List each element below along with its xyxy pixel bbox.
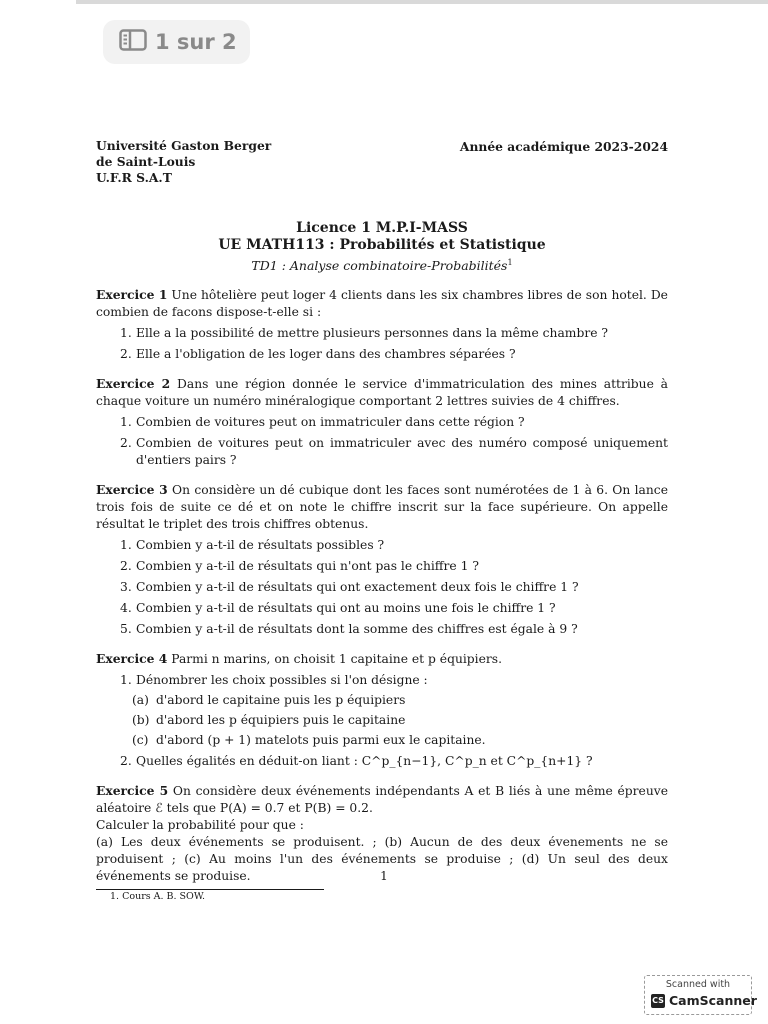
exercise-text: Dans une région donnée le service d'immatriculation des mines attribue à chaque voiture un numéro minéralogique comportant 2 lettres suivies de 4 chiffres. [96,377,668,409]
watermark-brand [651,993,757,1008]
footnote: 1. Cours A. B. SOW. [110,891,205,903]
institution-line: Université Gaston Berger [96,138,272,153]
exercise-label: Exercice 1 [96,287,168,303]
question: 1. Elle a la possibilité de mettre plusieurs personnes dans la même chambre ? [120,326,608,341]
book-icon [119,29,147,55]
page-indicator-label: 1 sur 2 [155,30,237,54]
course-level: Licence 1 M.P.I-MASS [296,220,468,236]
question: 3. Combien y a-t-il de résultats qui ont exactement deux fois le chiffre 1 ? [120,580,579,595]
course-unit: UE MATH113 : Probabilités et Statistique [218,237,546,253]
exercise-3 [96,481,668,638]
exercise-label: Exercice 4 [96,651,168,667]
exercise-text: On considère un dé cubique dont les faces sont numérotées de 1 à 6. On lance trois fois de suite ce dé et on note le chiffre inscrit sur la face supérieure. On appelle résultat le triplet des trois chiffres obtenus. [96,483,668,532]
footnote-marker: 1 [507,258,513,267]
camscanner-logo-icon: CS [651,994,665,1008]
institution-line: U.F.R S.A.T [96,170,172,185]
top-edge-bar [76,0,768,4]
exercise-text: Parmi n marins, on choisit 1 capitaine et p équipiers. [171,652,502,667]
exercise-text: On considère deux événements indépendants A et B liés à une même épreuve aléatoire ℰ tels que P(A) = 0.7 et P(B) = 0.2. [96,784,668,816]
institution-block [96,138,271,186]
question: 2. Combien y a-t-il de résultats qui n'ont pas le chiffre 1 ? [120,559,479,574]
sub-question: (a) d'abord le capitaine puis les p équipiers [132,693,406,708]
document-header [96,138,668,186]
question: 2. Combien de voitures peut on immatriculer avec des numéro composé uniquement d'entiers pairs ? [120,436,668,468]
td-subtitle: TD1 : Analyse combinatoire-Probabilités$^1$ [251,258,513,274]
exercise-label: Exercice 5 [96,783,169,799]
question: 5. Combien y a-t-il de résultats dont la somme des chiffres est égale à 9 ? [120,622,578,637]
exercise-line: (a) Les deux événements se produisent. ; (b) Aucun de des deux évenements ne se produisent ; (c) Au moins l'un des événements se produise ; (d) Un seul des deux événements se produise. [96,835,668,884]
exercise-text: Une hôtelière peut loger 4 clients dans les six chambres libres de son hotel. De combien de facons dispose-t-elle si : [96,288,668,320]
academic-year: Année académique 2023-2024 [459,139,668,154]
watermark-caption: Scanned with [665,979,731,990]
exercise-2 [96,375,668,469]
document-page [96,138,668,903]
question: 1. Dénombrer les choix possibles si l'on désigne : [120,673,428,688]
exercise-1 [96,286,668,363]
exercise-line: Calculer la probabilité pour que : [96,818,304,833]
question: 1. Combien de voitures peut on immatriculer dans cette région ? [120,415,525,430]
question: 1. Combien y a-t-il de résultats possibles ? [120,538,385,553]
page-indicator[interactable] [103,20,250,64]
watermark-brand-name: CamScanner [669,993,757,1008]
title-block [96,220,668,274]
camscanner-watermark [644,975,757,1015]
page-number: 1 [380,869,388,883]
question: 2. Elle a l'obligation de les loger dans des chambres séparées ? [120,347,516,362]
question: 4. Combien y a-t-il de résultats qui ont au moins une fois le chiffre 1 ? [120,601,556,616]
sub-question: (b) d'abord les p équipiers puis le capitaine [132,713,406,728]
question: 2. Quelles égalités en déduit-on liant : C^p_{n−1}, C^p_n et C^p_{n+1} ? [120,754,593,769]
exercise-4 [96,650,668,770]
sub-question: (c) d'abord (p + 1) matelots puis parmi eux le capitaine. [132,733,486,748]
exercise-label: Exercice 3 [96,482,168,498]
exercise-label: Exercice 2 [96,376,171,392]
institution-line: de Saint-Louis [96,154,196,169]
